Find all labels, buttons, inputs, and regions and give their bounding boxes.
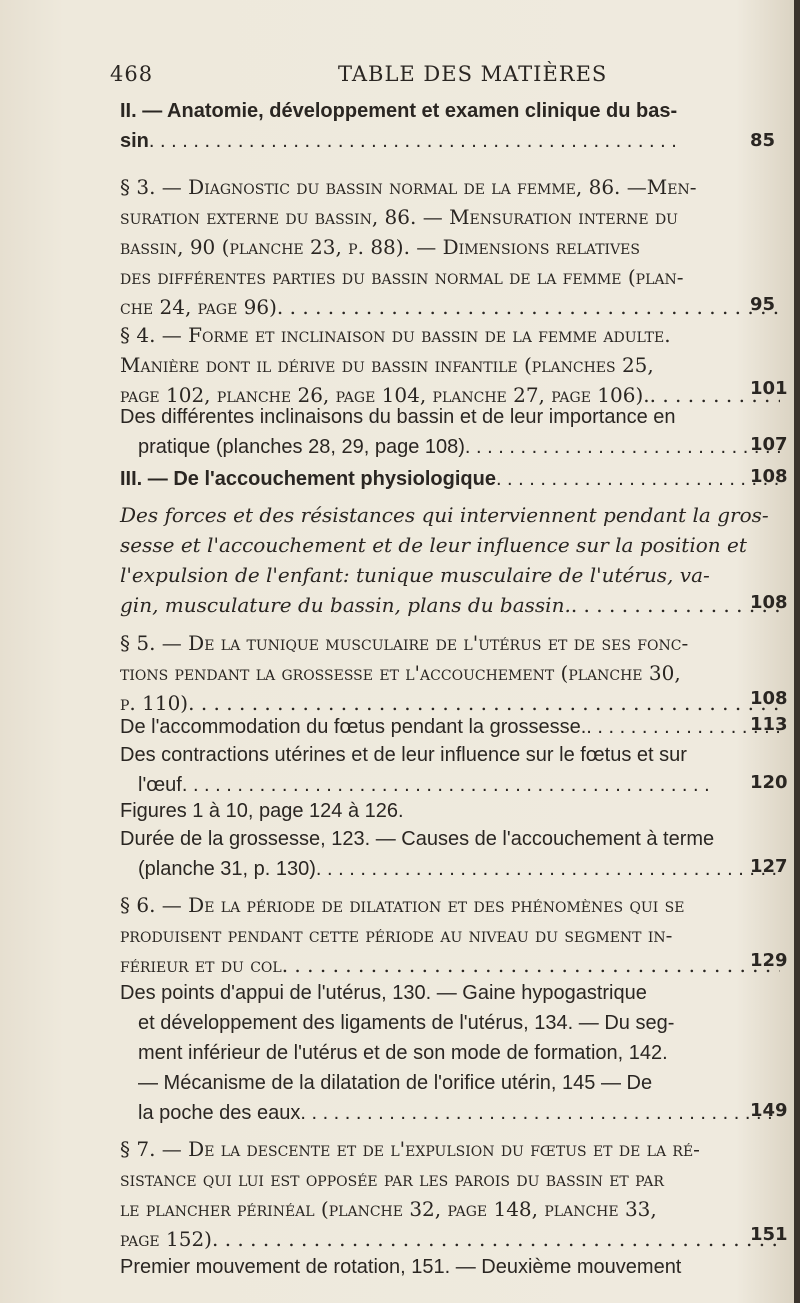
entry-line: Premier mouvement de rotation, 151. — Deuxième mouvement [120, 1256, 682, 1278]
entry-page: 108 [750, 466, 788, 487]
entry-line: ment inférieur de l'utérus et de son mode de formation, 142. [138, 1042, 668, 1064]
entry-page: 85 [750, 130, 776, 151]
entry-line: des différentes parties du bassin normal de la femme (plan- [120, 265, 684, 289]
toc-entry [120, 628, 780, 718]
entry-line: § 6. — De la période de dilatation et des phénomènes qui se [120, 893, 685, 917]
entry-line: le plancher périnéal (planche 32, page 148, planche 33, [120, 1197, 657, 1221]
toc-entry [120, 172, 780, 322]
entry-page: 149 [750, 1100, 788, 1121]
entry-page: 151 [750, 1224, 788, 1245]
toc-entry [120, 464, 780, 494]
entry-line: l'expulsion de l'enfant: tunique musculaire de l'utérus, va- [120, 563, 710, 587]
entry-line: Des contractions utérines et de leur influence sur le fœtus et sur [120, 744, 687, 766]
entry-line: et développement des ligaments de l'utérus, 134. — Du seg- [138, 1012, 675, 1034]
toc-entry [120, 320, 780, 410]
entry-line: page 152) . . . [120, 1224, 780, 1254]
entry-line: suration externe du bassin, 86. — Mensuration interne du [120, 205, 678, 229]
entry-line: § 4. — Forme et inclinaison du bassin de la femme adulte. [120, 323, 671, 347]
toc-entry [120, 1252, 780, 1282]
entry-line: Des différentes inclinaisons du bassin et de leur importance en [120, 406, 676, 428]
toc-entry [120, 978, 780, 1128]
entry-line: produisent pendant cette période au niveau du segment in- [120, 923, 673, 947]
entry-line: sin . . . [120, 126, 780, 156]
entry-page: 101 [750, 378, 788, 399]
entry-line: De l'accommodation du fœtus pendant la grossesse. . . . [120, 712, 780, 742]
entry-line: — Mécanisme de la dilatation de l'orifice utérin, 145 — De [138, 1072, 653, 1094]
entry-page: 120 [750, 772, 788, 793]
entry-line: page 102, planche 26, page 104, planche 27, page 106). . . . [120, 380, 780, 410]
entry-line: Des forces et des résistances qui interviennent pendant la gros- [120, 503, 769, 527]
entry-line: férieur et du col . . . [120, 950, 780, 980]
toc-entry [120, 402, 780, 462]
toc-entry [120, 796, 780, 826]
entry-line: gin, musculature du bassin, plans du bassin. . . . [120, 590, 780, 620]
entry-line: Des points d'appui de l'utérus, 130. — Gaine hypogastrique [120, 982, 647, 1004]
entry-page: 107 [750, 434, 788, 455]
entry-line: III. — De l'accouchement physiologique . . . [120, 464, 780, 494]
entry-line: Figures 1 à 10, page 124 à 126. [120, 800, 404, 822]
entry-line: Manière dont il dérive du bassin infantile (planches 25, [120, 353, 654, 377]
entry-line: (planche 31, p. 130) . . . [120, 854, 780, 884]
page-number: 468 [110, 62, 154, 86]
running-header [110, 62, 770, 92]
entry-line: p. 110) . . . [120, 688, 780, 718]
entry-line: sesse et l'accouchement et de leur influence sur la position et [120, 533, 747, 557]
toc-entry [120, 824, 780, 884]
toc-entry [120, 96, 780, 156]
toc-entry [120, 1134, 780, 1254]
toc-entry [120, 500, 780, 620]
entry-line: § 7. — De la descente et de l'expulsion du fœtus et de la ré- [120, 1137, 700, 1161]
toc-entry [120, 890, 780, 980]
entry-line: § 5. — De la tunique musculaire de l'utérus et de ses fonc- [120, 631, 689, 655]
toc-entry [120, 740, 780, 800]
entry-line: l'œuf . . . [120, 770, 780, 800]
entry-line: tions pendant la grossesse et l'accouchement (planche 30, [120, 661, 681, 685]
entry-line: II. — Anatomie, développement et examen clinique du bas- [120, 100, 678, 122]
running-title: TABLE DES MATIÈRES [338, 62, 608, 86]
entry-page: 113 [750, 714, 788, 735]
entry-line: pratique (planches 28, 29, page 108) . . . [120, 432, 780, 462]
entry-line: Durée de la grossesse, 123. — Causes de l'accouchement à terme [120, 828, 715, 850]
entry-line: § 3. — Diagnostic du bassin normal de la femme, 86. —Men- [120, 175, 697, 199]
entry-page: 108 [750, 688, 788, 709]
toc-entry [120, 712, 780, 742]
book-spine-edge [794, 0, 800, 1303]
entry-line: la poche des eaux . . . [120, 1098, 780, 1128]
entry-line: sistance qui lui est opposée par les parois du bassin et par [120, 1167, 664, 1191]
entry-line: bassin, 90 (planche 23, p. 88). — Dimensions relatives [120, 235, 640, 259]
entry-page: 129 [750, 950, 788, 971]
entry-page: 95 [750, 294, 776, 315]
entry-page: 108 [750, 592, 788, 613]
entry-page: 127 [750, 856, 788, 877]
entry-line: che 24, page 96) . . . [120, 292, 780, 322]
